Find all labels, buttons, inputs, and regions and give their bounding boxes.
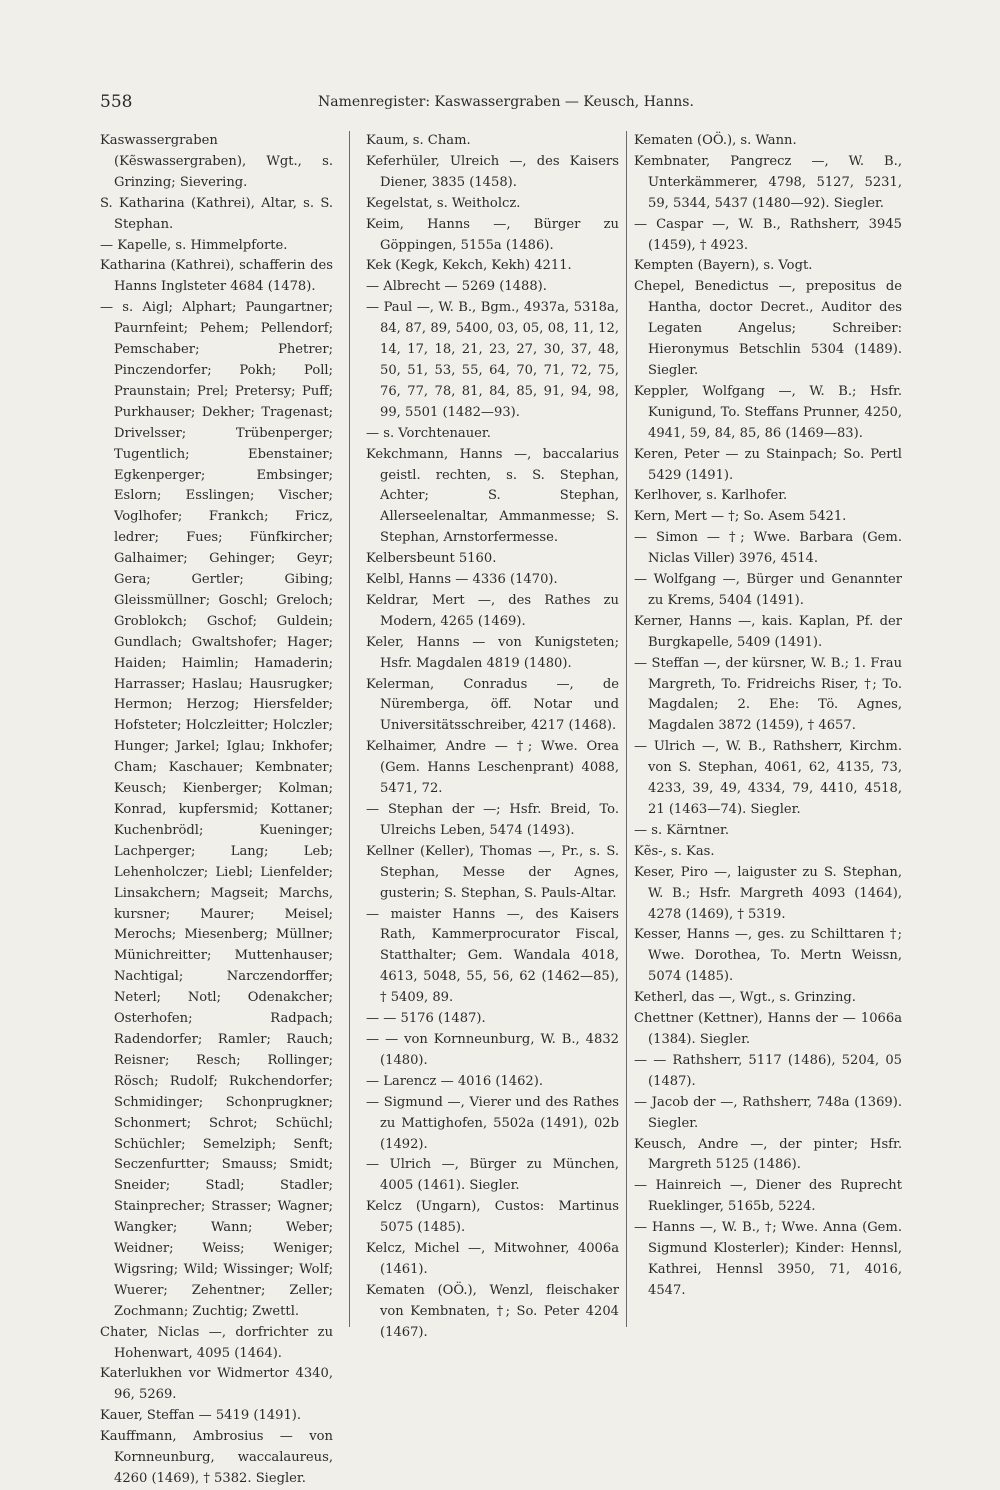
index-entry: — Sigmund —, Vierer und des Rathes zu Mattighofen, 5502a (1491), 02b (1492). (366, 1094, 619, 1152)
index-entry: — Albrecht — 5269 (1488). (366, 279, 547, 295)
running-title: Namenregister: Kaswassergraben — Keusch, Hanns. (318, 94, 694, 110)
index-entry: Kerner, Hanns —, kais. Kaplan, Pf. der Burgkapelle, 5409 (1491). (634, 613, 902, 650)
index-entry: — Paul —, W. B., Bgm., 4937a, 5318a, 84, 87, 89, 5400, 03, 05, 08, 11, 12, 14, 17, 18, 21, 23, 27, 30, 37, 48, 50, 51, 53, 55, 64, 70, 71, 72, 75, 76, 77, 78, 81, 84, 85, 91, 94, 98, 99, 5501 (1482—93). (366, 300, 619, 420)
index-entry: Keppler, Wolfgang —, W. B.; Hsfr. Kunigund, To. Steffans Prunner, 4250, 4941, 59, 84, 85, 86 (1469—83). (634, 383, 902, 441)
index-column-1 (100, 131, 334, 1486)
index-column-2 (366, 131, 619, 1351)
index-entry: Kek (Kegk, Kekch, Kekh) 4211. (366, 258, 572, 274)
index-entry: — — von Kornneunburg, W. B., 4832 (1480). (366, 1031, 619, 1068)
index-entry: Keusch, Andre —, der pinter; Hsfr. Margreth 5125 (1486). (634, 1136, 902, 1173)
index-entry: Keser, Piro —, laiguster zu S. Stephan, W. B.; Hsfr. Margreth 4093 (1464), 4278 (1469), † 5319. (634, 864, 902, 922)
index-entry: Keim, Hanns —, Bürger zu Göppingen, 5155a (1486). (366, 216, 619, 253)
index-entry: Kauer, Steffan — 5419 (1491). (100, 1408, 302, 1424)
index-entry: Kaum, s. Cham. (366, 133, 471, 148)
index-entry: Kern, Mert — †; So. Asem 5421. (634, 509, 847, 525)
index-entry: Chettner (Kettner), Hanns der — 1066a (1384). Siegler. (634, 1011, 902, 1047)
page-number: 558 (100, 92, 133, 112)
index-entry: — Kapelle, s. Himmelpforte. (100, 237, 288, 253)
index-column-3 (634, 131, 902, 1351)
index-entry: — Hainreich —, Diener des Ruprecht Rueklinger, 5165b, 5224. (634, 1178, 902, 1215)
index-entry: Chepel, Benedictus —, prepositus de Hantha, doctor Decret., Auditor des Legaten Angelus; Schreiber: Hieronymus Betschlin 5304 (1489). Siegler. (634, 279, 902, 378)
index-entry: Keler, Hanns — von Kunigsteten; Hsfr. Magdalen 4819 (1480). (366, 634, 619, 671)
index-entry: — s. Aigl; Alphart; Paungartner; Paurnfeint; Pehem; Pellendorf; Pemschaber; Phetrer; Pinczendorfer; Pokh; Poll; Praunstain; Prel; Pretersy; Puff; Purkhauser; Dekher; Tragenast; Drivelsser; Trübenperger; Tugentlich; Ebenstainer; Egkenperger; Embsinger; Eslorn; Esslingen; Vischer; Voglhofer; Frankch; Fricz, ledrer; Fues; Fünfkircher; Galhaimer; Gehinger; Geyr; Gera; Gertler; Gibing; Gleissmüllner; Goschl; Greloch; Groblokch; Gschof; Guldein; Gundlach; Gwaltshofer; Hager; Haiden; Haimlin; Hamaderin; Harrasser; Haslau; Hausrugker; Hermon; Herzog; Hiersfelder; Hofsteter; Holczleitter; Holczler; Hunger; Jarkel; Iglau; Inkhofer; Cham; Kaschauer; Kembnater; Keusch; Kienberger; Kolman; Konrad, kupfersmid; Kottaner; Kuchenbrödl; Kueninger; Lachperger; Lang; Leb; Lehenholczer; Liebl; Lienfelder; Linsakchern; Magseit; Marchs, kursner; Maurer; Meisel; Merochs; Miesenberg; Müllner; Münichreitter; Muttenhauser; Nachtigal; Narczendorffer; Neterl; Notl; Odenakcher; Osterhofen; Radpach; Radendorfer; Ramler; Rauch; Reisner; Resch; Rollinger; Rösch; Rudolf; Rukchendorfer; Schmidinger; Schonprugkner; Schonmert; Schrot; Schüchl; Schüchler; Semelziph; Senft; Seczenfurtter; Smauss; Smidt; Sneider; Stadl; Stadler; Stainprecher; Strasser; Wagner; Wangker; Wann; Weber; Weidner; Weiss; Weniger; Wigsring; Wild; Wissinger; Wolf; Wuerer; Zehentner; Zeller; Zochmann; Zuchtig; Zwettl. (100, 300, 334, 1319)
index-entry: Keldrar, Mert —, des Rathes zu Modern, 4265 (1469). (366, 592, 619, 629)
index-entry: Kembnater, Pangrecz —, W. B., Unterkämmerer, 4798, 5127, 5231, 59, 5344, 5437 (1480—92). Siegler. (634, 153, 902, 211)
index-entry: — Hanns —, W. B., †; Wwe. Anna (Gem. Sigmund Klosterler); Kinder: Hennsl, Kathrei, Hennsl 3950, 71, 4016, 4547. (634, 1220, 902, 1298)
index-entry: — s. Vorchtenauer. (366, 425, 491, 441)
index-entry: Kesser, Hanns —, ges. zu Schilttaren †; Wwe. Dorothea, To. Mertn Weissn, 5074 (1485). (634, 927, 902, 985)
page-header (100, 92, 882, 118)
index-entry: Kempten (Bayern), s. Vogt. (634, 258, 813, 274)
index-entry: — Jacob der —, Rathsherr, 748a (1369). Siegler. (634, 1094, 902, 1131)
index-entry: Ketherl, das —, Wgt., s. Grinzing. (634, 990, 856, 1006)
index-entry: — Steffan —, der kürsner, W. B.; 1. Frau Margreth, To. Fridreichs Riser, †; To. Magdalen; 2. Ehe: Tö. Agnes, Magdalen 3872 (1459), † 4657. (634, 655, 902, 734)
column-divider (626, 131, 627, 1327)
index-entry: Kelhaimer, Andre — †; Wwe. Orea (Gem. Hanns Leschenprant) 4088, 5471, 72. (366, 739, 619, 797)
index-entry: Kauffmann, Ambrosius — von Kornneunburg, waccalaureus, 4260 (1469), † 5382. Siegler. (100, 1429, 333, 1486)
index-entry: Kelcz (Ungarn), Custos: Martinus 5075 (1485). (366, 1199, 619, 1236)
index-entry: Kẽs-, s. Kas. (634, 843, 715, 859)
index-entry: — — 5176 (1487). (366, 1011, 486, 1027)
index-entry: Keren, Peter — zu Stainpach; So. Pertl 5429 (1491). (634, 446, 902, 483)
index-entry: Katharina (Kathrei), schafferin des Hanns Inglsteter 4684 (1478). (100, 258, 333, 295)
index-entry: — Stephan der —; Hsfr. Breid, To. Ulreichs Leben, 5474 (1493). (366, 802, 619, 838)
index-entry: — — Rathsherr, 5117 (1486), 5204, 05 (1487). (634, 1052, 902, 1089)
index-entry: Kekchmann, Hanns —, baccalarius geistl. rechten, s. S. Stephan, Achter; S. Stephan, Allerseelenaltar, Ammanmesse; S. Stephan, Arnstorfermesse. (366, 446, 619, 546)
index-entry: Kegelstat, s. Weitholcz. (366, 195, 521, 211)
index-entry: Kelbersbeunt 5160. (366, 551, 497, 567)
index-entry: — Simon — †; Wwe. Barbara (Gem. Niclas Viller) 3976, 4514. (634, 530, 902, 567)
index-entry: Chater, Niclas —, dorfrichter zu Hohenwart, 4095 (1464). (100, 1324, 333, 1361)
index-entry: — Wolfgang —, Bürger und Genannter zu Krems, 5404 (1491). (634, 572, 902, 608)
index-entry: Kellner (Keller), Thomas —, Pr., s. S. Stephan, Messe der Agnes, gusterin; S. Stephan, S. Pauls-Altar. (366, 843, 619, 901)
index-entry: — maister Hanns —, des Kaisers Rath, Kammerprocurator Fiscal, Statthalter; Gem. Wandala 4018, 4613, 5048, 55, 56, 62 (1462—85), † 5409, 89. (366, 906, 619, 1006)
index-entry: Kaswassergraben (Kẽswassergraben), Wgt., s. Grinzing; Sievering. (100, 133, 333, 190)
index-entry: Kematen (OÖ.), s. Wann. (634, 133, 797, 148)
index-entry: — s. Kärntner. (634, 822, 730, 838)
index-entry: Kelbl, Hanns — 4336 (1470). (366, 572, 558, 588)
index-entry: — Ulrich —, W. B., Rathsherr, Kirchm. von S. Stephan, 4061, 62, 4135, 73, 4233, 39, 49, 4334, 79, 4410, 4518, 21 (1463—74). Siegler. (634, 739, 902, 817)
index-entry: — Larencz — 4016 (1462). (366, 1073, 544, 1089)
column-divider (349, 131, 350, 1327)
index-entry: S. Katharina (Kathrei), Altar, s. S. Stephan. (100, 195, 333, 232)
index-entry: — Caspar —, W. B., Rathsherr, 3945 (1459), † 4923. (634, 216, 902, 253)
index-entry: Kelerman, Conradus —, de Nüremberga, öff. Notar und Universitätsschreiber, 4217 (1468). (366, 676, 619, 734)
index-entry: — Ulrich —, Bürger zu München, 4005 (1461). Siegler. (366, 1157, 619, 1194)
index-entry: Kelcz, Michel —, Mitwohner, 4006a (1461). (366, 1241, 619, 1277)
index-entry: Katerlukhen vor Widmertor 4340, 96, 5269. (100, 1366, 333, 1403)
index-entry: Keferhüler, Ulreich —, des Kaisers Diener, 3835 (1458). (366, 153, 619, 190)
index-entry: Kerlhover, s. Karlhofer. (634, 488, 788, 504)
index-entry: Kematen (OÖ.), Wenzl, fleischaker von Kembnaten, †; So. Peter 4204 (1467). (366, 1282, 619, 1340)
